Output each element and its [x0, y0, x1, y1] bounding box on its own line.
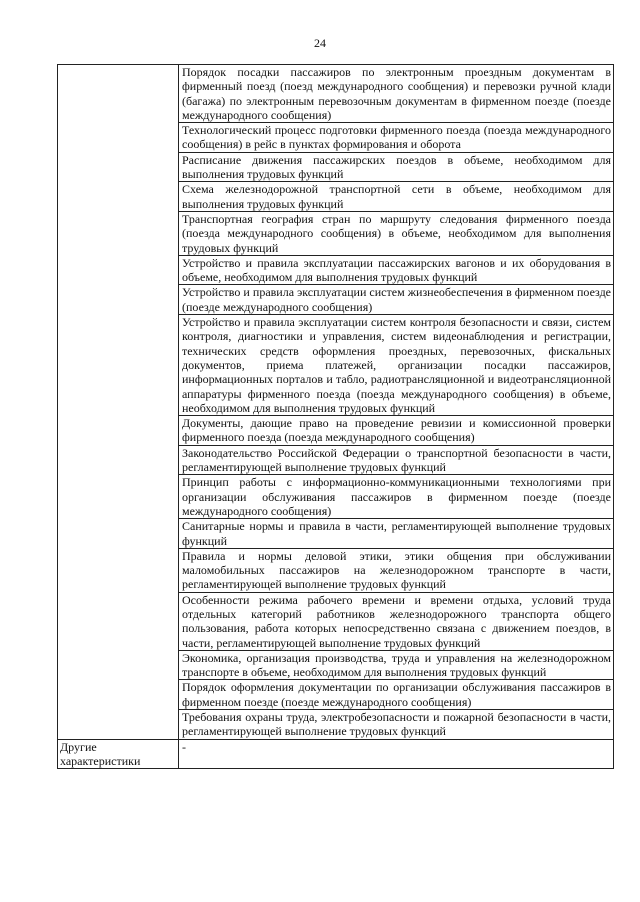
requirement-item: Требования охраны труда, электробезопасности и пожарной безопасности в части, регламентирующей выполнение трудовых функций — [179, 710, 614, 740]
requirements-label-cell — [58, 65, 179, 740]
other-characteristics-row — [58, 739, 614, 769]
requirement-item: Транспортная география стран по маршруту следования фирменного поезда (поезда международного сообщения) в объеме, необходимом для выполнения трудовых функций — [179, 211, 614, 255]
requirement-item: Документы, дающие право на проведение ревизии и комиссионной проверки фирменного поезда (поезда международного сообщения) — [179, 416, 614, 446]
requirement-item: Расписание движения пассажирских поездов в объеме, необходимом для выполнения трудовых функций — [179, 152, 614, 182]
requirement-item: Схема железнодорожной транспортной сети в объеме, необходимом для выполнения трудовых функций — [179, 182, 614, 212]
requirement-item: Технологический процесс подготовки фирменного поезда (поезда международного сообщения) в рейс в пунктах формирования и оборота — [179, 123, 614, 153]
requirement-item: Устройство и правила эксплуатации систем контроля безопасности и связи, систем контроля, диагностики и управления, систем видеонаблюдения и регистрации, технических средств оформления проездных, перевозочных, фискальных документов, приема платежей, организации посадки пассажиров, информационных порталов и табло, радиотрансляционной и видеотрансляционной аппаратуры фирменного поезда (поезда международного сообщения) в объеме, необходимом для выполнения трудовых функций — [179, 315, 614, 416]
requirement-item: Санитарные нормы и правила в части, регламентирующей выполнение трудовых функций — [179, 519, 614, 549]
other-characteristics-value: - — [179, 739, 614, 769]
requirement-item: Порядок посадки пассажиров по электронным проездным документам в фирменный поезд (поезд международного сообщения) и перевозки ручной клади (багажа) по электронным перевозочным документам в фирменном поезде (поезде международного сообщения) — [179, 65, 614, 123]
requirement-item: Устройство и правила эксплуатации систем жизнеобеспечения в фирменном поезде (поезде международного сообщения) — [179, 285, 614, 315]
requirement-item: Особенности режима рабочего времени и времени отдыха, условий труда отдельных категорий работников железнодорожного транспорта общего пользования, работа которых непосредственно связана с движением поездов, в части, регламентирующей выполнение трудовых функций — [179, 592, 614, 650]
requirement-item: Порядок оформления документации по организации обслуживания пассажиров в фирменном поезде (поезде международного сообщения) — [179, 680, 614, 710]
requirement-item: Правила и нормы деловой этики, этики общения при обслуживании маломобильных пассажиров на железнодорожном транспорте в части, регламентирующей выполнение трудовых функций — [179, 548, 614, 592]
requirement-item: Законодательство Российской Федерации о транспортной безопасности в части, регламентирующей выполнение трудовых функций — [179, 445, 614, 475]
page-number: 24 — [314, 36, 326, 50]
requirement-item: Устройство и правила эксплуатации пассажирских вагонов и их оборудования в объеме, необходимом для выполнения трудовых функций — [179, 255, 614, 285]
requirement-item: Экономика, организация производства, труда и управления на железнодорожном транспорте в объеме, необходимом для выполнения трудовых функций — [179, 650, 614, 680]
requirement-item: Принцип работы с информационно-коммуникационными технологиями при организации обслуживания пассажиров в фирменном поезде (поезде международного сообщения) — [179, 475, 614, 519]
other-characteristics-label: Другие характеристики — [58, 739, 179, 769]
requirements-table — [57, 64, 614, 769]
requirements-row — [58, 65, 614, 123]
